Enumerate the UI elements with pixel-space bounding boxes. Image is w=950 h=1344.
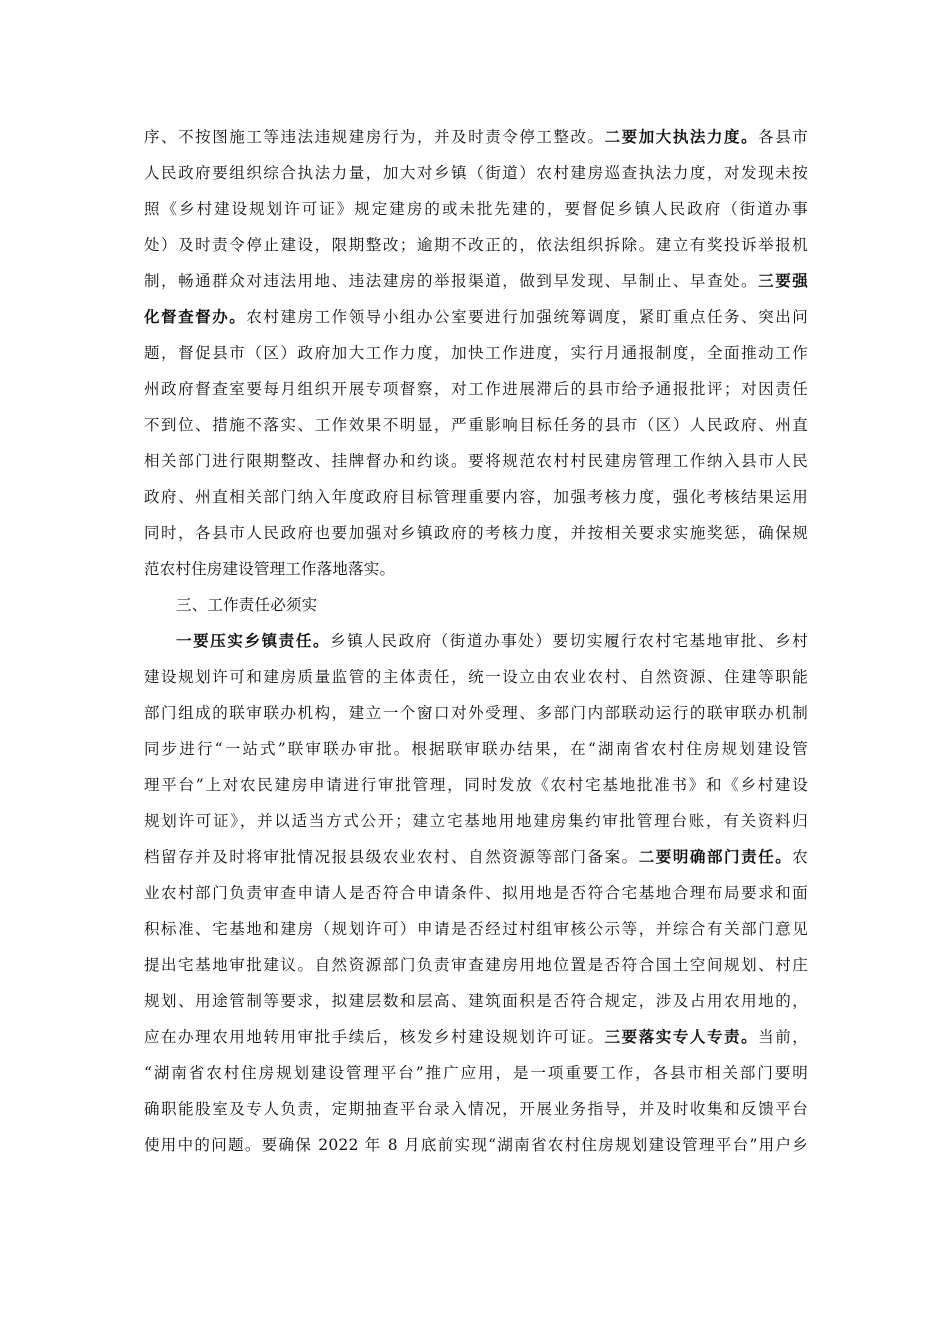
bold-heading-text: 三要落实专人专责。	[604, 1027, 759, 1046]
text-line	[144, 197, 808, 221]
text-line	[144, 953, 808, 977]
body-text: 州政府督查室要每月组织开展专项督察，对工作进展滞后的县市给予通报批评；对因责任	[144, 380, 808, 398]
text-line	[144, 1061, 808, 1085]
text-line	[144, 809, 808, 833]
body-text: 处）及时责令停止建设，限期整改；逾期不改正的，依法组织拆除。建立有奖投诉举报机	[144, 236, 808, 254]
bold-heading-text: 二要明确部门责任。	[638, 847, 793, 866]
body-text: 人民政府要组织综合执法力量，加大对乡镇（街道）农村建房巡查执法力度，对发现未按	[144, 164, 808, 182]
text-line	[144, 305, 808, 329]
text-line	[144, 881, 808, 905]
bold-heading-text: 化督查督办。	[144, 307, 247, 326]
text-line	[176, 629, 808, 653]
text-line	[144, 1133, 808, 1157]
text-line	[144, 665, 808, 689]
body-text: 农	[792, 848, 808, 866]
body-text: 应在办理农用地转用审批手续后，核发乡村建设规划许可证。	[144, 1028, 605, 1046]
body-text: 题，督促县市（区）政府加大工作力度，加快工作进度，实行月通报制度，全面推动工作	[144, 344, 808, 362]
body-text: 建设规划许可和建房质量监管的主体责任，统一设立由农业农村、自然资源、住建等职能	[144, 668, 808, 686]
text-line	[144, 413, 808, 437]
text-line	[144, 521, 808, 545]
bold-heading-text: 三要强	[758, 271, 808, 290]
text-line	[144, 161, 808, 185]
text-line	[144, 1097, 808, 1121]
body-text: “湖南省农村住房规划建设管理平台”推广应用，是一项重要工作，各县市相关部门要明	[144, 1064, 808, 1082]
section-heading	[176, 593, 808, 617]
body-text: 提出宅基地审批建议。自然资源部门负责审查建房用地位置是否符合国土空间规划、村庄	[144, 956, 808, 974]
bold-heading-text: 一要压实乡镇责任。	[176, 631, 331, 650]
body-text: 档留存并及时将审批情况报县级农业农村、自然资源等部门备案。	[144, 848, 639, 866]
body-text: 不到位、措施不落实、工作效果不明显，严重影响目标任务的县市（区）人民政府、州直	[144, 416, 808, 434]
body-text: 规划许可证》，并以适当方式公开；建立宅基地用地建房集约审批管理台账，有关资料归	[144, 812, 808, 830]
text-line	[144, 845, 808, 869]
body-text: 规划、用途管制等要求，拟建层数和层高、建筑面积是否符合规定，涉及占用农用地的，	[144, 992, 808, 1010]
text-line	[144, 449, 808, 473]
body-text: 三、工作责任必须实	[176, 596, 318, 614]
body-text: 相关部门进行限期整改、挂牌督办和约谈。要将规范农村村民建房管理工作纳入县市人民	[144, 452, 808, 470]
body-text: 确职能股室及专人负责，定期抽查平台录入情况，开展业务指导，并及时收集和反馈平台	[144, 1100, 808, 1118]
text-line	[144, 377, 808, 401]
body-text: 乡镇人民政府（街道办事处）要切实履行农村宅基地审批、乡村	[330, 632, 808, 650]
body-text: 政府、州直相关部门纳入年度政府目标管理重要内容，加强考核力度，强化考核结果运用	[144, 488, 808, 506]
body-text: 范农村住房建设管理工作落地落实。	[144, 560, 396, 578]
bold-heading-text: 二要加大执法力度。	[604, 127, 759, 146]
body-text: 农村建房工作领导小组办公室要进行加强统筹调度，紧盯重点任务、突出问	[246, 308, 809, 326]
text-line	[144, 701, 808, 725]
body-text: 使用中的问题。要确保 2022 年 8 月底前实现“湖南省农村住房规划建设管理平台”用户乡	[144, 1136, 808, 1154]
body-text: 积标准、宅基地和建房（规划许可）申请是否经过村组审核公示等，并综合有关部门意见	[144, 920, 808, 938]
body-text: 制，畅通群众对违法用地、违法建房的举报渠道，做到早发现、早制止、早查处。	[144, 272, 759, 290]
text-line	[144, 1025, 808, 1049]
body-text: 当前，	[758, 1028, 808, 1046]
body-text: 业农村部门负责审查申请人是否符合申请条件、拟用地是否符合宅基地合理布局要求和面	[144, 884, 808, 902]
body-text: 同步进行“一站式”联审联办审批。根据联审联办结果，在“湖南省农村住房规划建设管	[144, 740, 808, 758]
body-text: 同时，各县市人民政府也要加强对乡镇政府的考核力度，并按相关要求实施奖惩，确保规	[144, 524, 808, 542]
text-line	[144, 233, 808, 257]
text-line	[144, 269, 808, 293]
body-text: 理平台”上对农民建房申请进行审批管理，同时发放《农村宅基地批准书》和《乡村建设	[144, 776, 808, 794]
text-line	[144, 737, 808, 761]
body-text: 序、不按图施工等违法违规建房行为，并及时责令停工整改。	[144, 128, 605, 146]
text-line	[144, 773, 808, 797]
body-text: 部门组成的联审联办机构，建立一个窗口对外受理、多部门内部联动运行的联审联办机制	[144, 704, 808, 722]
body-text: 各县市	[758, 128, 808, 146]
text-line	[144, 557, 808, 581]
text-line	[144, 341, 808, 365]
text-line	[144, 125, 808, 149]
text-line	[144, 989, 808, 1013]
text-line	[144, 485, 808, 509]
text-line	[144, 917, 808, 941]
body-text: 照《乡村建设规划许可证》规定建房的或未批先建的，要督促乡镇人民政府（街道办事	[144, 200, 808, 218]
